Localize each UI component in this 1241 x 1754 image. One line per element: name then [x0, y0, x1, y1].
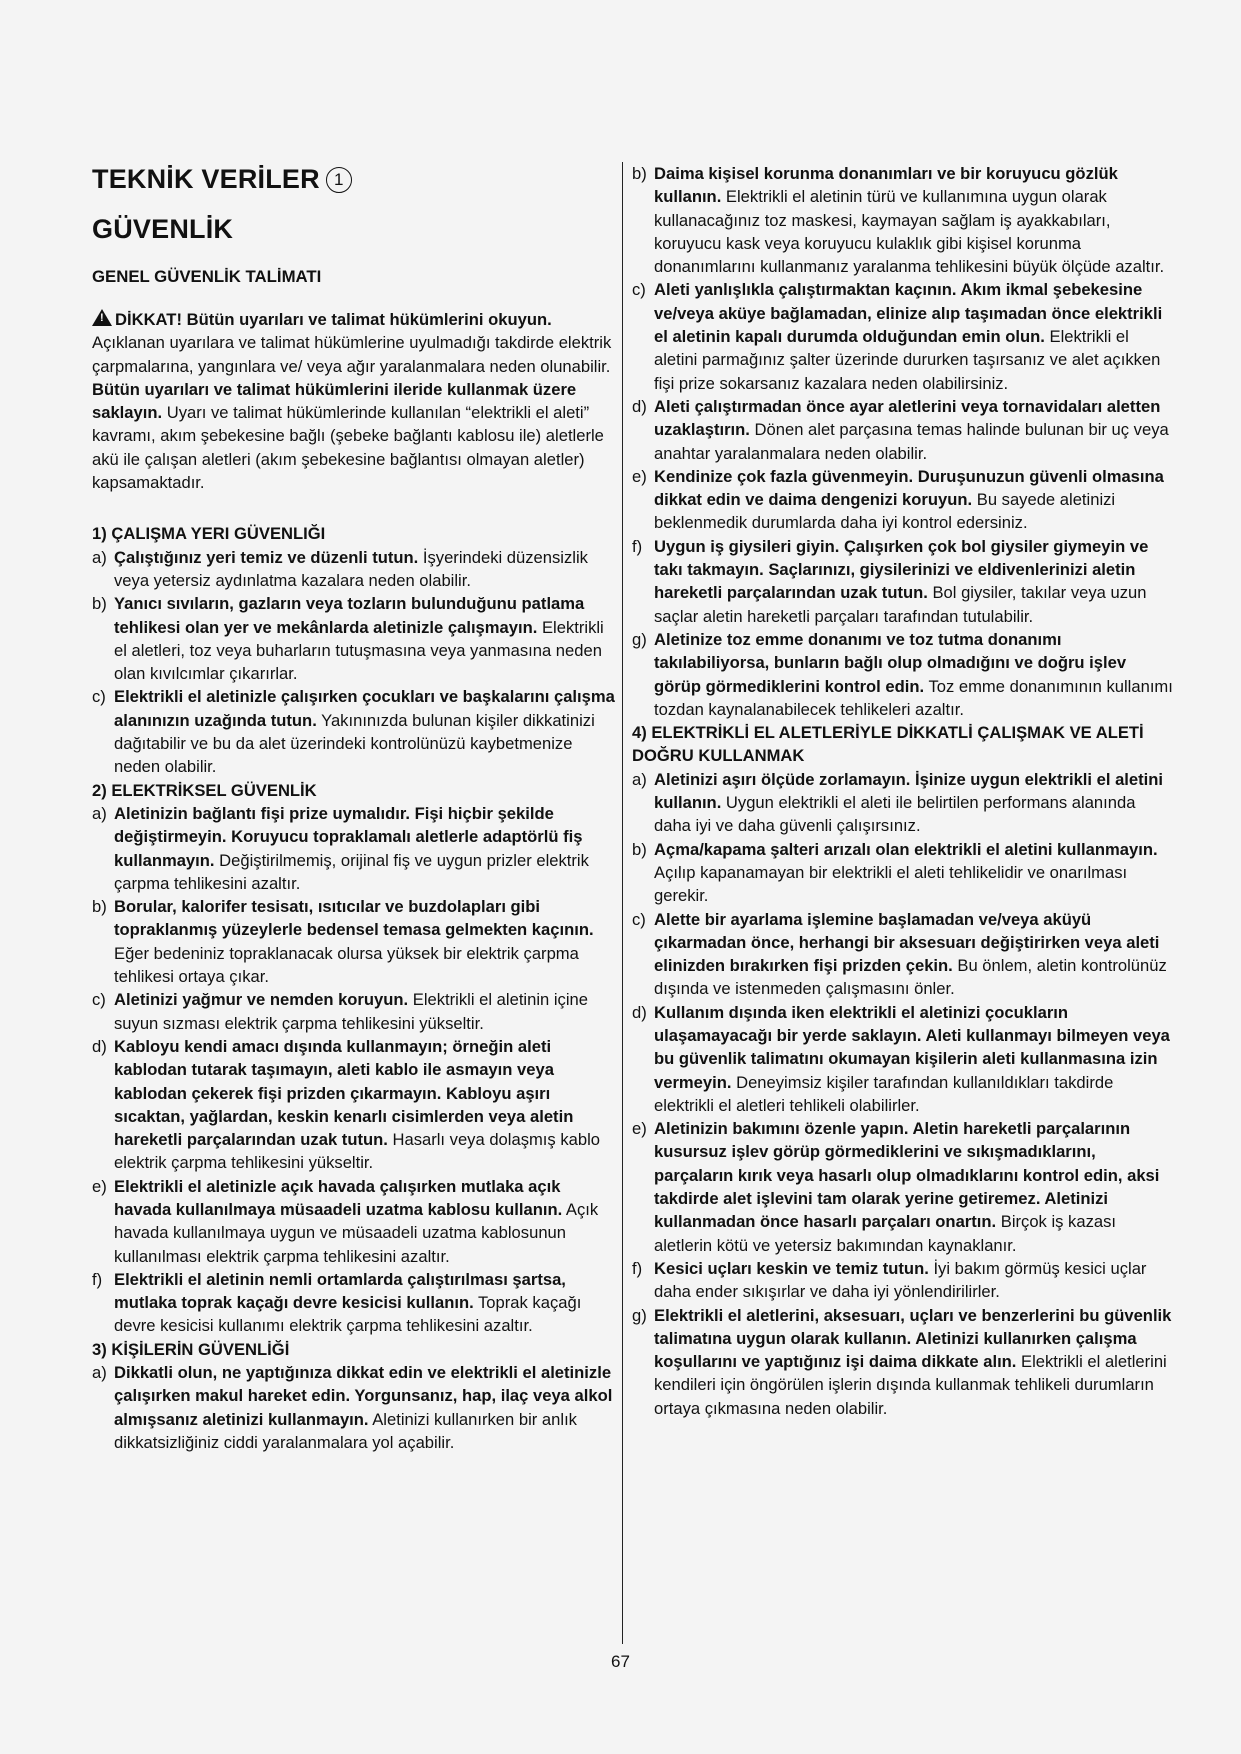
list-item: c) Aletinizi yağmur ve nemden koruyun. Elektrikli el aletinin içine suyun sızması elektrik çarpma tehlikesini yükseltir. [92, 990, 588, 1033]
title-technical-data: TEKNİK VERİLER 1 [92, 162, 620, 196]
column-divider [622, 162, 623, 1644]
item-label: b) [92, 897, 107, 917]
item-label: c) [632, 909, 646, 929]
item-label: f) [92, 1269, 103, 1289]
left-column [92, 162, 620, 1454]
item-label: a) [92, 547, 107, 567]
section-heading: 4) ELEKTRİKLİ EL ALETLERİYLE DİKKATLİ ÇALIŞMAK VE ALETİ DOĞRU KULLANMAK [632, 723, 1144, 766]
item-label: b) [92, 594, 107, 614]
sections-right [632, 162, 1174, 1420]
title-safety: GÜVENLİK [92, 214, 234, 244]
list-item: b) Daima kişisel korunma donanımları ve bir koruyucu gözlük kullanın. Elektrikli el aletinin türü ve kullanımına uygun olarak kullanacağınız toz maskesi, kaymayan sağlam iş ayakkabıları, koruyucu kask veya koruyucu kulaklık gibi kişisel korunma donanımlarını kullanmanız yaralanma tehlikesini büyük ölçüde azaltır. [632, 164, 1165, 277]
list-item: g) Aletinize toz emme donanımı ve toz tutma donanımı takılabiliyorsa, bunların bağlı olup olmadığını ve doğru işlev görüp görmediklerini kontrol edin. Toz emme donanımının kullanımı tozdan kaynalanabilecek tehlikeleri azaltır. [632, 629, 1173, 719]
item-label: c) [92, 687, 106, 707]
reference-number: 1 [326, 167, 352, 193]
item-label: g) [632, 629, 647, 649]
page-number: 67 [611, 1652, 630, 1671]
item-label: c) [92, 990, 106, 1010]
list-item: g) Elektrikli el aletlerini, aksesuarı, uçları ve benzerlerini bu güvenlik talimatına uygun olarak kullanın. Aletinizi kullanırken çalışma koşullarını ve yaptığınız işi daima dikkate alın. Elektrikli el aletlerini kendileri için öngörülen işlerin dışında kullanmak tehlikeli durumların ortaya çıkmasına neden olabilir. [632, 1305, 1172, 1418]
item-label: a) [92, 1363, 107, 1383]
sections-left [92, 522, 620, 1454]
section-heading: 1) ÇALIŞMA YERI GÜVENLIĞI [92, 524, 326, 544]
list-item: f) Kesici uçları keskin ve temiz tutun. İyi bakım görmüş kesici uçlar daha ender sıkışırlar ve daha iyi yönlendirilirler. [632, 1258, 1147, 1302]
list-item: a) Aletinizi aşırı ölçüde zorlamayın. İşinize uygun elektrikli el aletini kullanın. Uygun elektrikli el aleti ile belirtilen performans alanında daha iyi ve daha güvenli çalışırsınız. [632, 769, 1164, 836]
list-item: a) Aletinizin bağlantı fişi prize uymalıdır. Fişi hiçbir şekilde değiştirmeyin. Koruyucu topraklamalı aletlerle adaptörlü fiş kullanmayın. Değiştirilmemiş, orijinal fiş ve uygun prizler elektrik çarpma tehlikesini azaltır. [92, 803, 589, 893]
right-column [632, 162, 1174, 1420]
list-item: b) Yanıcı sıvıların, gazların veya tozların bulunduğunu patlama tehlikesi olan yer ve mekânlarda aletinizle çalışmayın. Elektrikli el aletleri, toz veya buharların tutuşmasına veya yanmasına neden olan kıvılcımlar çıkarırlar. [92, 594, 604, 684]
list-item: d) Kullanım dışında iken elektrikli el aletinizi çocukların ulaşamayacağı bir yerde saklayın. Aleti kullanmayı bilmeyen veya bu güvenlik talimatını okumayan kişilerin aleti kullanmasına izin vermeyin. Deneyimsiz kişiler tarafından kullanıldıkları takdirde elektrikli el aletleri tehlikeli olabilirler. [632, 1002, 1170, 1115]
item-label: e) [92, 1176, 107, 1196]
item-label: e) [632, 466, 647, 486]
list-item: e) Aletinizin bakımını özenle yapın. Aletin hareketli parçalarının kusursuz işlev görüp görmediklerini ve sıkışmadıklarını, parçaların kırık veya hasarlı olup olmadıklarını kontrol edin, aksi takdirde alet işlevini tam olarak yerine getiremez. Aletinizi kullanmadan önce hasarlı parçaları onartın. Birçok iş kazası aletlerin kötü ve yetersiz bakımından kaynaklanır. [632, 1119, 1160, 1255]
general-safety-heading: GENEL GÜVENLİK TALİMATI [92, 267, 322, 286]
list-item: b) Açma/kapama şalteri arızalı olan elektrikli el aletini kullanmayın. Açılıp kapanamayan bir elektrikli el aleti tehlikelidir ve onarılması gerekir. [632, 839, 1158, 906]
item-label: b) [632, 164, 647, 183]
item-label: d) [92, 1036, 107, 1056]
warning-paragraph: ! DİKKAT! Bütün uyarıları ve talimat hükümlerini okuyun. Açıklanan uyarılara ve talimat hükümlerine uyulmadığı takdirde elektrik çarpmalarına, yangınlara ve/ veya ağır yaralanmalara neden olunabilir. Bütün uyarıları ve talimat hükümlerini ileride kullanmak üzere saklayın. Uyarı ve talimat hükümlerinde kullanılan “elektrikli el aleti” kavramı, akım şebekesine bağlı (şebeke bağlantı kablosu ile) aletlerle akü ile çalışan aletleri (akım şebekesine bağlantısı olmayan aletler) kapsamaktadır. [92, 310, 612, 493]
item-label: f) [632, 1258, 643, 1278]
item-label: d) [632, 396, 647, 416]
list-item: d) Kabloyu kendi amacı dışında kullanmayın; örneğin aleti kablodan tutarak taşımayın, aleti kablo ile asmayın veya kablodan çekerek fişi prizden çıkarmayın. Kabloyu aşırı sıcaktan, yağlardan, keskin kenarlı cisimlerden veya aletin hareketli parçalarından uzak tutun. Hasarlı veya dolaşmış kablo elektrik çarpma tehlikesini yükseltir. [92, 1036, 600, 1173]
section-heading: 3) KİŞİLERİN GÜVENLİĞİ [92, 1339, 290, 1359]
list-item: f) Elektrikli el aletinin nemli ortamlarda çalıştırılması şartsa, mutlaka toprak kaçağı devre kesicisi kullanın. Toprak kaçağı devre kesicisi kullanımı elektrik çarpma tehlikesini azaltır. [92, 1269, 582, 1336]
item-label: d) [632, 1002, 647, 1022]
list-item: e) Elektrikli el aletinizle açık havada çalışırken mutlaka açık havada kullanılmaya müsaadeli uzatma kablosu kullanın. Açık havada kullanılmaya uygun ve müsaadeli uzatma kablosunun kullanılması elektrik çarpma tehlikesini azaltır. [92, 1176, 599, 1266]
list-item: f) Uygun iş giysileri giyin. Çalışırken çok bol giysiler giymeyin ve takı takmayın. Saçlarınızı, giysilerinizi ve eldivenlerinizi aletin hareketli parçalarından uzak tutun. Bol giysiler, takılar veya uzun saçlar aletin hareketli parçaları tarafından tutulabilir. [632, 536, 1149, 626]
list-item: c) Elektrikli el aletinizle çalışırken çocukları ve başkalarını çalışma alanınızın uzağında tutun. Yakınınızda bulunan kişiler dikkatinizi dağıtabilir ve bu da alet üzerindeki kontrolünüzü kaybetmenize neden olabilir. [92, 687, 615, 777]
item-label: a) [92, 803, 107, 823]
item-label: g) [632, 1305, 647, 1325]
list-item: e) Kendinize çok fazla güvenmeyin. Duruşunuzun güvenli olmasına dikkat edin ve daima dengenizi koruyun. Bu sayede aletinizi beklenmedik durumlarda daha iyi kontrol edersiniz. [632, 466, 1164, 533]
item-label: a) [632, 769, 647, 789]
list-item: a) Çalıştığınız yeri temiz ve düzenli tutun. İşyerindeki düzensizlik veya yetersiz aydınlatma kazalara neden olabilir. [92, 547, 588, 590]
list-item: b) Borular, kalorifer tesisatı, ısıtıcılar ve buzdolapları gibi topraklanmış yüzeylerle bedensel temasa gelmekten kaçının. Eğer bedeniniz topraklanacak olursa yüksek bir elektrik çarpma tehlikesi ortaya çıkar. [92, 897, 594, 987]
item-label: c) [632, 280, 646, 300]
item-label: b) [632, 839, 647, 859]
item-label: f) [632, 536, 643, 556]
list-item: a) Dikkatli olun, ne yaptığınıza dikkat edin ve elektrikli el aletinizle çalışırken makul hareket edin. Yorgunsanız, hap, ilaç veya alkol almışsanız aletinizi kullanmayın. Aletinizi kullanırken bir anlık dikkatsizliğiniz ciddi yaralanmalara yol açabilir. [92, 1363, 613, 1452]
list-item: d) Aleti çalıştırmadan önce ayar aletlerini veya tornavidaları aletten uzaklaştırın. Dönen alet parçasına temas halinde bulunan bir uç veya anahtar yaralanmalara neden olabilir. [632, 396, 1169, 463]
list-item: c) Aleti yanlışlıkla çalıştırmaktan kaçının. Akım ikmal şebekesine ve/veya aküye bağlamadan, elinize alıp taşımadan önce elektrikli el aletinin kapalı durumda olduğundan emin olun. Elektrikli el aletini parmağınız şalter üzerinde dururken taşırsanız ve alet açıkken fişi prize sokarsanız kazalara neden olabilirsiniz. [632, 280, 1163, 393]
list-item: c) Alette bir ayarlama işlemine başlamadan ve/veya aküyü çıkarmadan önce, herhangi bir aksesuarı değiştirirken veya aleti elinizden bırakırken fişi prizden çekin. Bu önlem, aletin kontrolünüz dışında ve istenmeden çalışmasını önler. [632, 909, 1167, 999]
warning-triangle-icon: ! [92, 309, 112, 326]
item-label: e) [632, 1119, 647, 1139]
section-heading: 2) ELEKTRİKSEL GÜVENLİK [92, 780, 317, 800]
